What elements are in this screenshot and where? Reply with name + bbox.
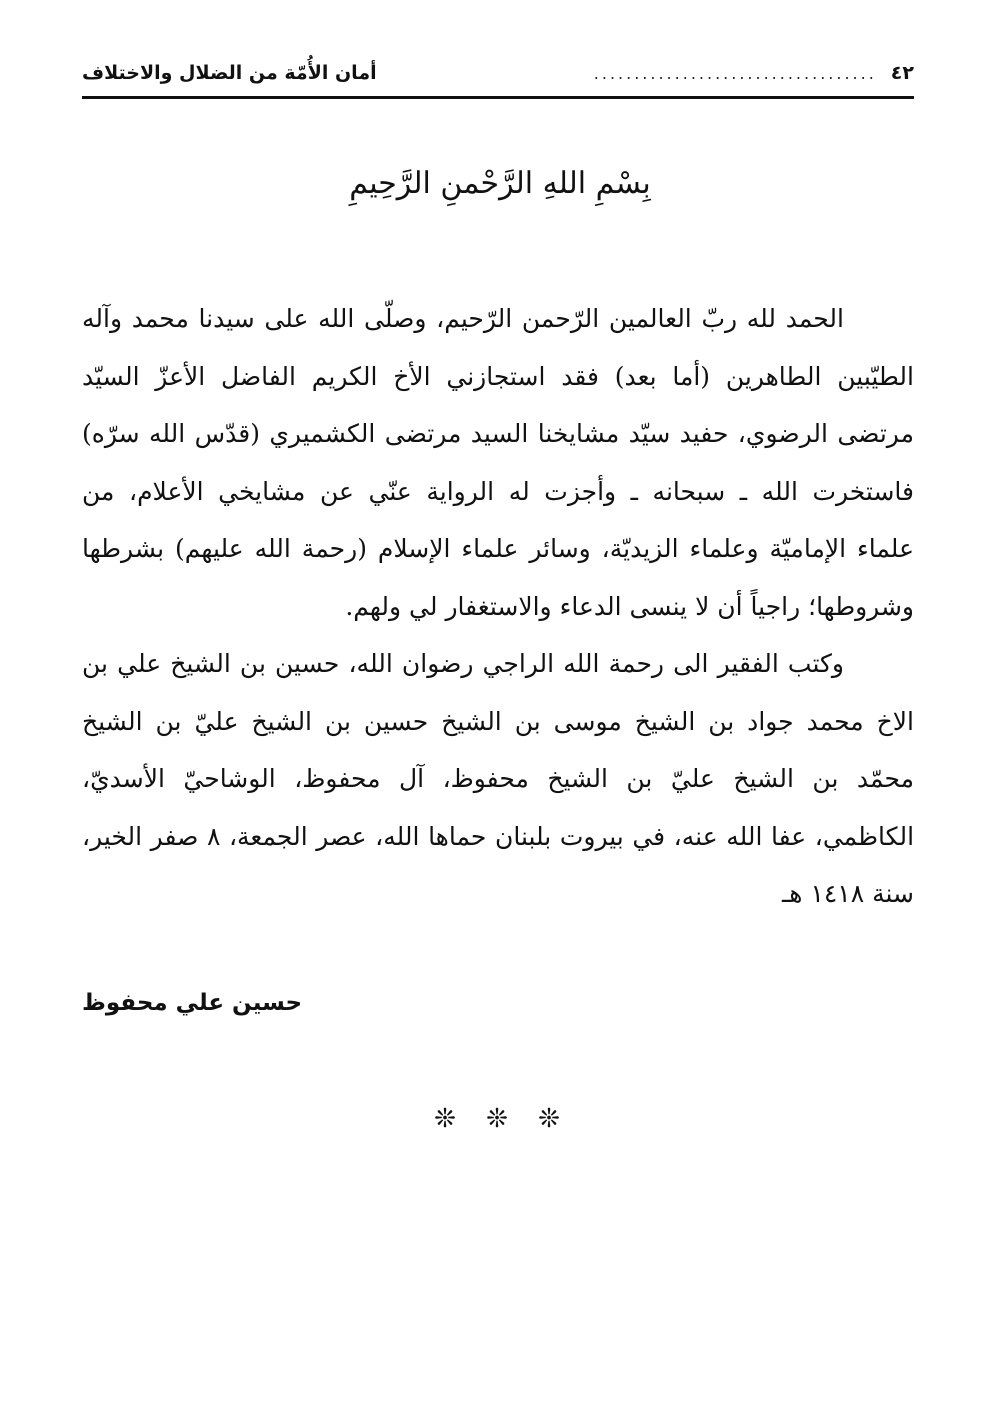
book-title: أمان الأُمّة من الضلال والاختلاف	[82, 62, 377, 84]
asterism-icon: ❊	[538, 1104, 560, 1134]
body-line: فاستخرت الله ـ سبحانه ـ وأجزت له الرواية عنّي عن مشايخي الأعلام، من	[82, 476, 914, 506]
asterism-icon: ❊	[486, 1104, 508, 1134]
running-header	[82, 50, 914, 99]
body-line: مرتضى الرضوي، حفيد سيّد مشايخنا السيد مرتضى الكشميري (قدّس الله سرّه)	[82, 419, 914, 448]
basmala-text: بِسْمِ اللهِ الرَّحْمنِ الرَّحِيمِ	[343, 166, 657, 201]
document-body	[82, 290, 914, 923]
page-number: ٤٢	[890, 62, 914, 84]
basmala-calligraphy	[280, 148, 720, 218]
body-line: محمّد بن الشيخ عليّ بن الشيخ محفوظ، آل محفوظ، الوشاحيّ الأسديّ،	[82, 764, 914, 793]
body-line: سنة ١٤١٨ هـ	[781, 879, 914, 908]
header-leader-dots: ...................................	[593, 63, 877, 83]
body-line: الحمد لله ربّ العالمين الرّحمن الرّحيم، وصلّى الله على سيدنا محمد وآله	[82, 304, 844, 333]
body-line: الاخ محمد جواد بن الشيخ موسى بن الشيخ حسين بن الشيخ عليّ بن الشيخ	[82, 706, 914, 736]
body-line: وشروطها؛ راجياً أن لا ينسى الدعاء والاستغفار لي ولهم.	[345, 591, 914, 621]
section-ornament	[432, 1104, 562, 1134]
body-line: الكاظمي، عفا الله عنه، في بيروت بلبنان حماها الله، عصر الجمعة، ٨ صفر الخير،	[82, 821, 915, 851]
signature: حسين علي محفوظ	[82, 990, 303, 1016]
body-line: وكتب الفقير الى رحمة الله الراجي رضوان الله، حسين بن الشيخ علي بن	[82, 649, 844, 678]
asterism-icon: ❊	[434, 1104, 456, 1134]
body-line: الطيّبين الطاهرين (أما بعد) فقد استجازني الأخ الكريم الفاضل الأعزّ السيّد	[82, 361, 914, 391]
body-line: علماء الإماميّة وعلماء الزيديّة، وسائر علماء الإسلام (رحمة الله عليهم) بشرطها	[82, 534, 914, 563]
